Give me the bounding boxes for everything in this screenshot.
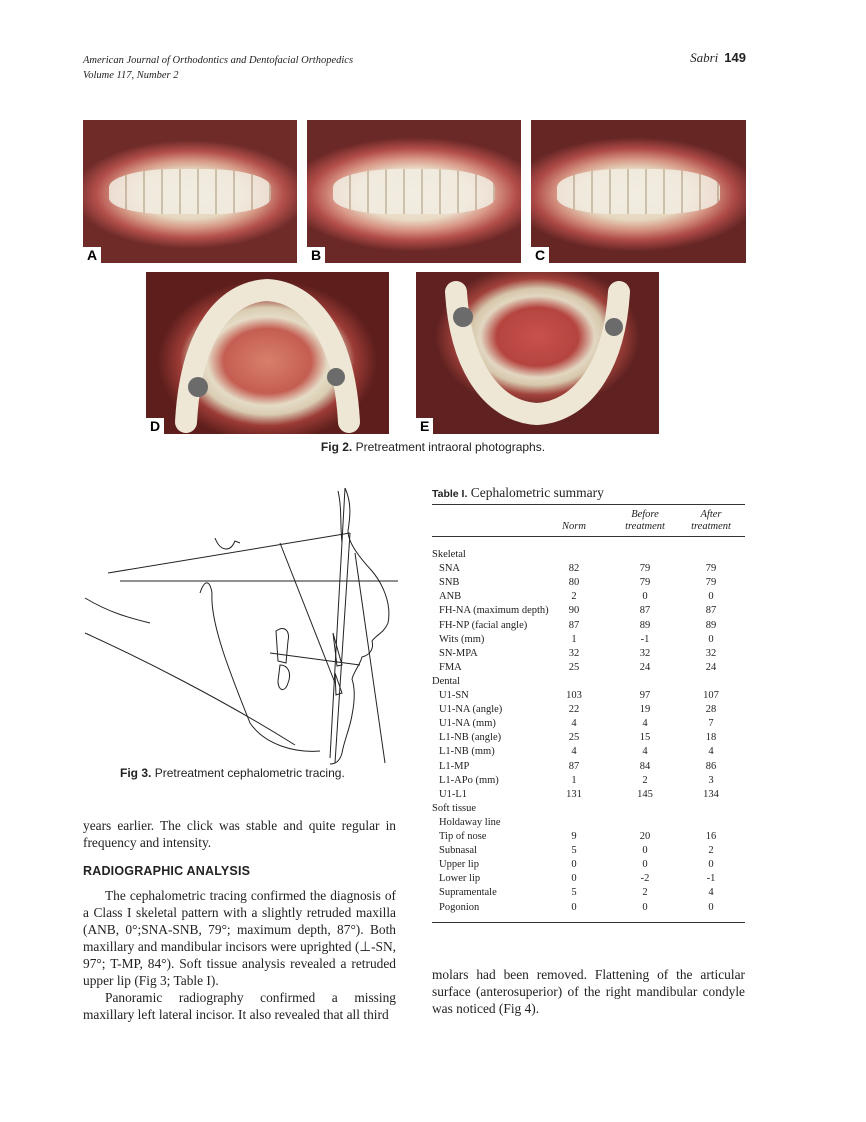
cell-norm: 0 [571, 901, 577, 913]
row-label: FH-NA (maximum depth) [439, 605, 549, 617]
photo-c-left-lateral [531, 120, 746, 263]
cell-before: 2 [642, 887, 648, 899]
photo-label-e: E [416, 418, 433, 434]
cell-norm: 82 [568, 563, 580, 575]
photo-d-maxillary-occlusal [146, 272, 389, 434]
paragraph-cephalometric: The cephalometric tracing confirmed the diagnosis of a Class I skeletal pattern with a slightly retruded maxilla (ANB, 0°;SNA-SNB, 79°; maximum depth, 87°). Both maxillary and mandibular incisors were uprighted (⊥-SN, 97°; T-MP, 84°). Soft tissue analysis revealed a retruded upper lip (Fig 3; Table I). [83, 888, 396, 988]
page-header-right [650, 50, 746, 66]
table-row [432, 689, 745, 703]
cell-norm: 1 [571, 633, 577, 645]
cell-norm: 80 [568, 577, 580, 589]
row-label: FMA [439, 661, 462, 673]
cell-before: 0 [642, 845, 648, 857]
paragraph-panoramic: Panoramic radiography confirmed a missing maxillary left lateral incisor. It also revealed that all third [83, 990, 396, 1022]
cell-after: 4 [708, 746, 714, 758]
cell-after: 79 [705, 577, 717, 589]
col-header-after-line1: After [700, 509, 722, 520]
paragraph-click: years earlier. The click was stable and quite regular in frequency and intensity. [83, 818, 396, 850]
cell-after: 28 [705, 704, 717, 716]
table-title [432, 485, 604, 501]
cell-norm: 87 [568, 760, 580, 772]
table-row [432, 590, 745, 604]
table-row [432, 901, 745, 915]
photo-b-frontal [307, 120, 521, 263]
table-bottom-rule [432, 922, 745, 923]
row-label: Pogonion [439, 901, 480, 913]
cell-after: 86 [705, 760, 717, 772]
photo-e-mandibular-occlusal [416, 272, 659, 434]
cell-before: 4 [642, 746, 648, 758]
right-column-text [432, 966, 745, 1017]
cell-before: 84 [639, 760, 651, 772]
table-row [432, 604, 745, 618]
running-author: Sabri [690, 50, 719, 65]
table-section-row [432, 675, 745, 689]
cell-after: 0 [708, 591, 714, 603]
fig3-caption-label: Fig 3. [120, 766, 152, 780]
row-label: Dental [432, 675, 460, 687]
table-row [432, 647, 745, 661]
table-row [432, 619, 745, 633]
row-label: L1-NB (mm) [439, 746, 495, 758]
cell-after: -1 [706, 873, 716, 885]
row-label: Supramentale [439, 887, 497, 899]
table-section-row [432, 548, 745, 562]
cell-before: 19 [639, 704, 651, 716]
page-number: 149 [724, 50, 746, 65]
row-label: L1-NB (angle) [439, 732, 502, 744]
table-row [432, 872, 745, 886]
table-row [432, 661, 745, 675]
col-header-before [615, 509, 675, 533]
fig3-caption-text: Pretreatment cephalometric tracing. [154, 766, 345, 780]
teeth-shape [557, 169, 720, 215]
row-label: U1-NA (mm) [439, 718, 496, 730]
cell-after: 16 [705, 831, 717, 842]
cell-norm: 4 [571, 746, 577, 758]
table-row [432, 717, 745, 731]
cell-after: 87 [705, 605, 717, 617]
journal-header [83, 53, 353, 83]
cell-norm: 5 [571, 887, 577, 899]
row-label: Soft tissue [432, 802, 477, 814]
table-row [432, 731, 745, 745]
cell-norm: 90 [568, 605, 580, 617]
cell-before: 79 [639, 577, 651, 589]
cell-after: 107 [703, 690, 719, 701]
cell-after: 32 [705, 647, 717, 659]
table-section-row [432, 802, 745, 816]
table-row [432, 858, 745, 872]
row-label: ANB [439, 591, 462, 603]
cell-after: 134 [703, 788, 719, 800]
cell-before: 4 [642, 718, 648, 730]
photo-label-d: D [146, 418, 164, 434]
cell-norm: 4 [571, 718, 577, 730]
section-heading-radiographic: RADIOGRAPHIC ANALYSIS [83, 864, 251, 878]
row-label: U1-SN [439, 690, 469, 701]
cell-before: 97 [639, 690, 651, 701]
cell-before: 0 [642, 901, 648, 913]
cell-before: 145 [637, 788, 653, 800]
paragraph-molars: molars had been removed. Flattening of the articular surface (anterosuperior) of the right mandibular condyle was noticed (Fig 4). [432, 967, 745, 1016]
row-label: Tip of nose [439, 831, 487, 842]
cell-after: 24 [705, 661, 717, 673]
row-label: SN-MPA [439, 647, 478, 659]
fig2-caption-label: Fig 2. [320, 440, 353, 454]
cell-before: 87 [639, 605, 651, 617]
table-row [432, 788, 745, 802]
row-label: SNA [439, 563, 461, 575]
cell-norm: 22 [568, 704, 580, 716]
photo-label-b: B [307, 247, 325, 263]
table-row [432, 562, 745, 576]
mandibular-arch-drawing [416, 272, 659, 434]
cell-before: -1 [640, 633, 650, 645]
left-column-text [83, 817, 396, 1023]
cell-before: 20 [639, 831, 651, 842]
table-row [432, 703, 745, 717]
col-header-before-line1: Before [631, 509, 659, 520]
cell-before: 89 [639, 619, 651, 631]
row-label: Wits (mm) [439, 633, 485, 645]
row-label: Upper lip [439, 859, 479, 871]
cell-before: 0 [642, 591, 648, 603]
row-label: Skeletal [432, 549, 466, 560]
cell-norm: 25 [568, 661, 580, 673]
cell-after: 0 [708, 901, 714, 913]
cell-after: 4 [708, 887, 714, 899]
table-row [432, 760, 745, 774]
table-row [432, 745, 745, 759]
cell-after: 0 [708, 633, 714, 645]
cell-after: 0 [708, 859, 714, 871]
row-label: SNB [439, 577, 460, 589]
fig2-caption-text: Pretreatment intraoral photographs. [355, 440, 546, 454]
cell-norm: 103 [566, 690, 582, 701]
table-caption: Cephalometric summary [470, 485, 604, 500]
cell-before: 32 [639, 647, 651, 659]
cell-before: 24 [639, 661, 651, 673]
fig3-caption [120, 766, 345, 780]
teeth-shape [333, 169, 496, 215]
table-row [432, 774, 745, 788]
journal-volume: Volume 117, Number 2 [83, 70, 179, 81]
photo-a-right-lateral [83, 120, 297, 263]
table-row [432, 816, 745, 830]
cell-norm: 5 [571, 845, 577, 857]
table-top-rule [432, 504, 745, 505]
cell-norm: 9 [571, 831, 577, 842]
teeth-shape [109, 169, 272, 215]
cell-after: 2 [708, 845, 714, 857]
cell-norm: 32 [568, 647, 580, 659]
row-label: FH-NP (facial angle) [439, 619, 528, 631]
cell-norm: 0 [571, 873, 577, 885]
cell-norm: 0 [571, 859, 577, 871]
cell-after: 3 [708, 774, 714, 786]
row-label: L1-MP [439, 760, 470, 772]
cell-after: 7 [708, 718, 714, 730]
cell-before: 79 [639, 563, 651, 575]
cell-after: 79 [705, 563, 717, 575]
col-header-before-line2: treatment [625, 521, 665, 532]
row-label: Subnasal [439, 845, 477, 857]
table-row [432, 886, 745, 900]
cell-norm: 1 [571, 774, 577, 786]
cell-norm: 2 [571, 591, 577, 603]
row-label: Lower lip [439, 873, 481, 885]
col-header-after [681, 509, 741, 533]
table-row [432, 633, 745, 647]
cell-norm: 131 [566, 788, 582, 800]
journal-name: American Journal of Orthodontics and Dentofacial Orthopedics [83, 55, 354, 66]
table-label: Table I. [432, 488, 468, 500]
photo-label-c: C [531, 247, 549, 263]
table-row [432, 844, 745, 858]
cell-before: 0 [642, 859, 648, 871]
cephalometric-tracing [80, 483, 400, 765]
cell-norm: 25 [568, 732, 580, 744]
row-label: Holdaway line [439, 816, 501, 828]
cell-after: 89 [705, 619, 717, 631]
cell-before: 2 [642, 774, 648, 786]
fig2-caption [0, 440, 866, 454]
maxillary-arch-drawing [146, 272, 389, 434]
table-header-rule [432, 536, 745, 537]
col-header-norm: Norm [562, 521, 586, 532]
cell-after: 18 [705, 732, 717, 744]
row-label: L1-APo (mm) [439, 774, 499, 786]
row-label: U1-NA (angle) [439, 704, 503, 716]
row-label: U1-L1 [439, 788, 467, 800]
table-row [432, 830, 745, 844]
col-header-after-line2: treatment [691, 521, 731, 532]
photo-label-a: A [83, 247, 101, 263]
table-row [432, 576, 745, 590]
cell-before: 15 [639, 732, 651, 744]
cell-before: -2 [640, 873, 650, 885]
cell-norm: 87 [568, 619, 580, 631]
